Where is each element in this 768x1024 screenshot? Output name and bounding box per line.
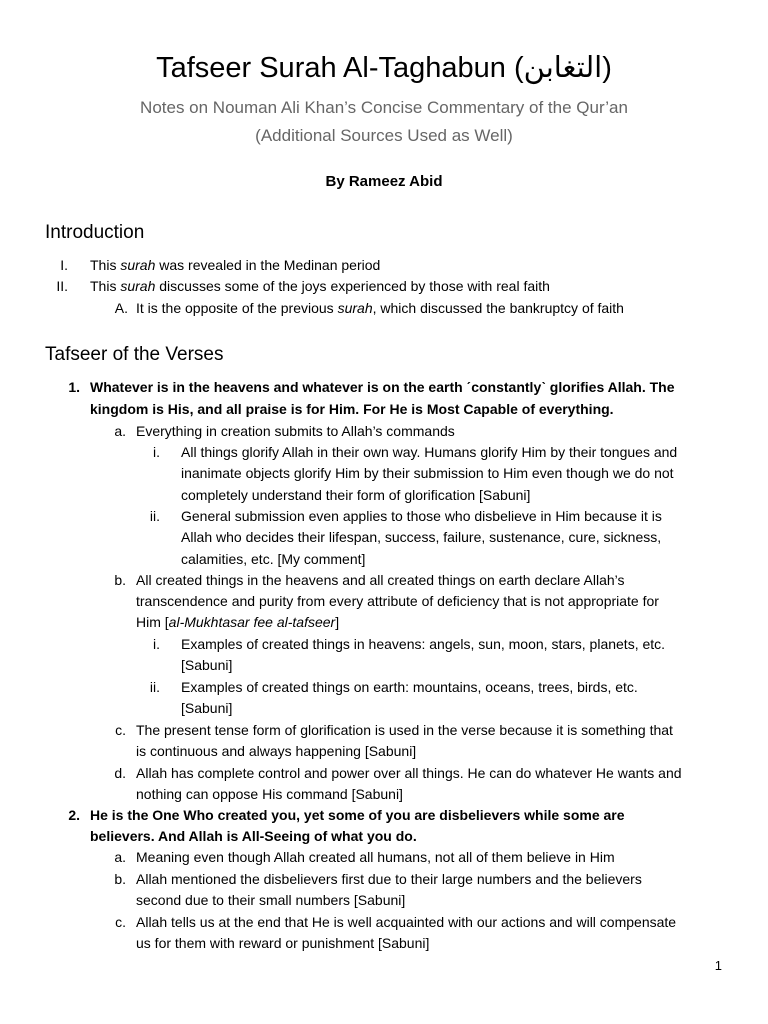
verse-text: kingdom is His, and all praise is for Him. For He is Most Capable of everything. bbox=[90, 401, 614, 417]
emphasis-text: surah bbox=[337, 300, 373, 316]
list-item: Meaning even though Allah created all humans, not all of them believe in Him bbox=[136, 849, 615, 865]
list-item: General submission even applies to those who disbelieve in Him because it is bbox=[181, 508, 662, 524]
page-number: 1 bbox=[714, 958, 722, 973]
list-item-text: ] bbox=[335, 614, 340, 630]
section-heading-introduction: Introduction bbox=[45, 222, 145, 243]
list-item: inanimate objects glorify Him by their submission to Him even though we do not bbox=[181, 465, 674, 481]
document-author: By Rameez Abid bbox=[325, 173, 443, 190]
list-marker: a. bbox=[114, 423, 126, 439]
list-item: us for them with reward or punishment [Sabuni] bbox=[136, 935, 430, 951]
list-item: Allah who decides their lifespan, success, failure, sustenance, cure, sickness, bbox=[181, 529, 662, 545]
verse-number: 2. bbox=[68, 807, 80, 823]
list-item: All things glorify Allah in their own way. Humans glorify Him by their tongues and bbox=[181, 444, 678, 460]
list-item-text: , which discussed the bankruptcy of faith bbox=[372, 300, 624, 316]
list-item: All created things in the heavens and all created things on earth declare Allah’s bbox=[136, 572, 625, 588]
list-item: completely understand their form of glorification [Sabuni] bbox=[181, 487, 531, 503]
list-marker: A. bbox=[114, 300, 128, 316]
verse-number: 1. bbox=[68, 379, 80, 395]
list-item-text: This bbox=[90, 257, 121, 273]
list-item: Examples of created things on earth: mountains, oceans, trees, birds, etc. bbox=[181, 679, 638, 695]
list-item: second due to their small numbers [Sabuni] bbox=[136, 892, 406, 908]
list-marker: b. bbox=[114, 572, 126, 588]
list-marker: II. bbox=[56, 278, 68, 294]
list-item bbox=[90, 276, 550, 297]
section-heading-tafseer: Tafseer of the Verses bbox=[45, 344, 224, 365]
list-marker: i. bbox=[153, 444, 160, 460]
list-item: Allah tells us at the end that He is well acquainted with our actions and will compensate bbox=[136, 914, 677, 930]
verse-text: believers. And Allah is All-Seeing of what you do. bbox=[90, 828, 417, 844]
list-item: The present tense form of glorification is used in the verse because it is something that bbox=[136, 722, 673, 738]
list-item: is continuous and always happening [Sabuni] bbox=[136, 743, 417, 759]
list-item bbox=[90, 255, 380, 276]
list-item: Everything in creation submits to Allah’s commands bbox=[136, 423, 455, 439]
list-marker: ii. bbox=[149, 508, 160, 524]
list-item: transcendence and purity from every attribute of deficiency that is not appropriate for bbox=[136, 593, 659, 609]
document-subtitle: Notes on Nouman Ali Khan’s Concise Commentary of the Qur’an bbox=[140, 98, 628, 117]
emphasis-text: surah bbox=[120, 278, 156, 294]
list-item-text: was revealed in the Medinan period bbox=[155, 257, 381, 273]
list-item: [Sabuni] bbox=[181, 657, 233, 673]
list-item-text: This bbox=[90, 278, 121, 294]
document-subtitle-note: (Additional Sources Used as Well) bbox=[255, 126, 513, 145]
list-item: calamities, etc. [My comment] bbox=[181, 551, 366, 567]
list-item: Allah mentioned the disbelievers first due to their large numbers and the believers bbox=[136, 871, 642, 887]
document-title: Tafseer Surah Al-Taghabun (التغابن) bbox=[156, 52, 612, 84]
list-marker: b. bbox=[114, 871, 126, 887]
list-item: [Sabuni] bbox=[181, 700, 233, 716]
list-item: nothing can oppose His command [Sabuni] bbox=[136, 786, 403, 802]
list-marker: c. bbox=[115, 722, 126, 738]
list-marker: a. bbox=[114, 849, 126, 865]
list-item bbox=[136, 612, 339, 633]
list-marker: ii. bbox=[149, 679, 160, 695]
list-item: Allah has complete control and power over all things. He can do whatever He wants and bbox=[136, 765, 682, 781]
verse-text: He is the One Who created you, yet some of you are disbelievers while some are bbox=[90, 807, 625, 823]
list-item-text: discusses some of the joys experienced by those with real faith bbox=[155, 278, 550, 294]
source-citation: al-Mukhtasar fee al-tafseer bbox=[168, 614, 336, 630]
list-item: Examples of created things in heavens: angels, sun, moon, stars, planets, etc. bbox=[181, 636, 666, 652]
list-item-text: It is the opposite of the previous bbox=[136, 300, 338, 316]
verse-text: Whatever is in the heavens and whatever is on the earth ˊconstantlyˋ glorifies Allah. The bbox=[90, 379, 675, 395]
list-item-text: Him [ bbox=[136, 614, 169, 630]
list-marker: d. bbox=[114, 765, 126, 781]
list-marker: I. bbox=[60, 257, 68, 273]
list-subitem bbox=[136, 298, 624, 319]
list-marker: i. bbox=[153, 636, 160, 652]
list-marker: c. bbox=[115, 914, 126, 930]
emphasis-text: surah bbox=[120, 257, 156, 273]
